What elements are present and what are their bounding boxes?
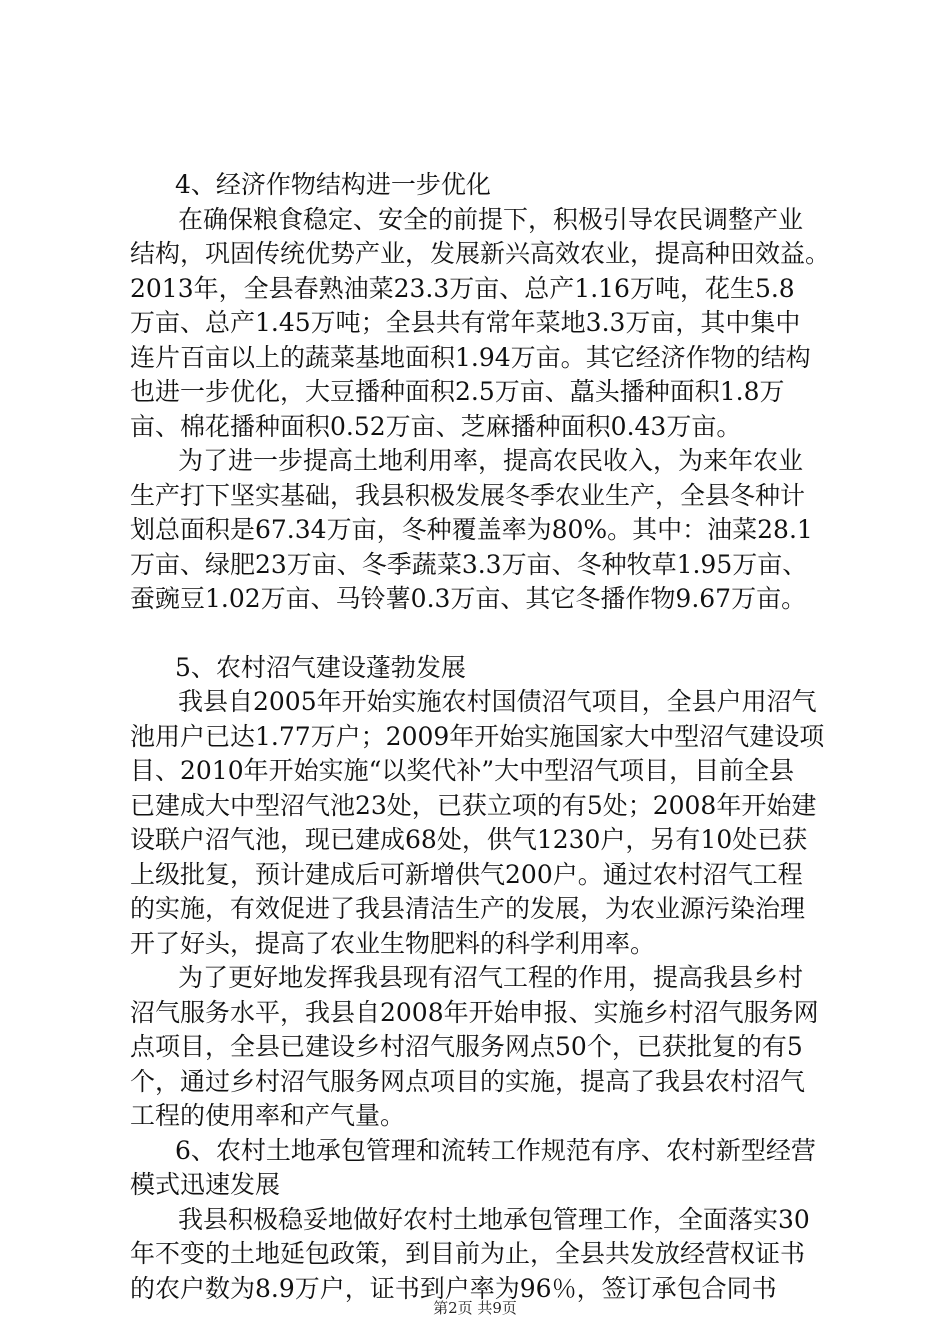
text-line: 万亩、总产1.45万吨；全县共有常年菜地3.3万亩，其中集中: [130, 308, 801, 337]
section-spacer: [130, 617, 840, 651]
text-line: 结构，巩固传统优势产业，发展新兴高效农业，提高种田效益。: [130, 239, 831, 268]
text-line: 2013年，全县春熟油菜23.3万亩、总产1.16万吨，花生5.8: [130, 273, 795, 303]
text-line: 沼气服务水平，我县自2008年开始申报、实施乡村沼气服务网: [130, 997, 819, 1027]
text-line: 我县自2005年开始实施农村国债沼气项目，全县户用沼气: [178, 687, 817, 716]
text-line: 目、2010年开始实施“以奖代补”大中型沼气项目，目前全县: [130, 756, 795, 785]
paragraph: [130, 203, 840, 445]
text-line: 点项目，全县已建设乡村沼气服务网点50个，已获批复的有5: [130, 1032, 803, 1061]
text-line: 池用户已达1.77万户；2009年开始实施国家大中型沼气建设项: [130, 721, 825, 751]
section-heading-6: [130, 1134, 840, 1203]
text-line: 为了进一步提高土地利用率，提高农民收入，为来年农业: [178, 446, 804, 475]
page-footer: 第2页 共9页: [433, 1299, 517, 1317]
text-line: 工程的使用率和产气量。: [130, 1101, 406, 1130]
paragraph: [130, 961, 840, 1134]
text-line: 蚕豌豆1.02万亩、马铃薯0.3万亩、其它冬播作物9.67万亩。: [130, 584, 807, 613]
document-body: [130, 168, 840, 1306]
paragraph: [130, 444, 840, 617]
text-line: 开了好头，提高了农业生物肥料的科学利用率。: [130, 928, 656, 958]
text-line: 也进一步优化，大豆播种面积2.5万亩、藠头播种面积1.8万: [130, 377, 785, 406]
text-line: 万亩、绿肥23万亩、冬季蔬菜3.3万亩、冬种牧草1.95万亩、: [130, 549, 808, 579]
text-line: 为了更好地发挥我县现有沼气工程的作用，提高我县乡村: [178, 963, 804, 992]
text-line: 上级批复，预计建成后可新增供气200户。通过农村沼气工程: [130, 859, 803, 889]
paragraph: [130, 1203, 840, 1307]
text-line: 连片百亩以上的蔬菜基地面积1.94万亩。其它经济作物的结构: [130, 342, 811, 372]
section-heading-4: 4、经济作物结构进一步优化: [175, 170, 491, 199]
text-line: 亩、棉花播种面积0.52万亩、芝麻播种面积0.43万亩。: [130, 411, 742, 441]
text-line: 在确保粮食稳定、安全的前提下，积极引导农民调整产业: [178, 204, 804, 234]
text-line: 年不变的土地延包政策，到目前为止，全县共发放经营权证书: [130, 1239, 806, 1268]
paragraph: [130, 685, 840, 961]
text-line: 模式迅速发展: [130, 1170, 281, 1199]
text-line: 的农户数为8.9万户，证书到户率为96％，签订承包合同书: [130, 1273, 777, 1303]
text-line: 设联户沼气池，现已建成68处，供气1230户，另有10处已获: [130, 825, 808, 854]
section-heading-5: 5、农村沼气建设蓬勃发展: [175, 652, 466, 682]
text-line: 已建成大中型沼气池23处，已获立项的有5处；2008年开始建: [130, 790, 817, 820]
text-line: 划总面积是67.34万亩，冬种覆盖率为80%。其中：油菜28.1: [130, 515, 813, 544]
text-line: 6、农村土地承包管理和流转工作规范有序、农村新型经营: [175, 1135, 816, 1165]
text-line: 生产打下坚实基础，我县积极发展冬季农业生产，全县冬种计: [130, 480, 806, 510]
text-line: 个，通过乡村沼气服务网点项目的实施，提高了我县农村沼气: [130, 1066, 806, 1096]
text-line: 我县积极稳妥地做好农村土地承包管理工作，全面落实30: [178, 1204, 810, 1234]
text-line: 的实施，有效促进了我县清洁生产的发展，为农业源污染治理: [130, 894, 806, 923]
